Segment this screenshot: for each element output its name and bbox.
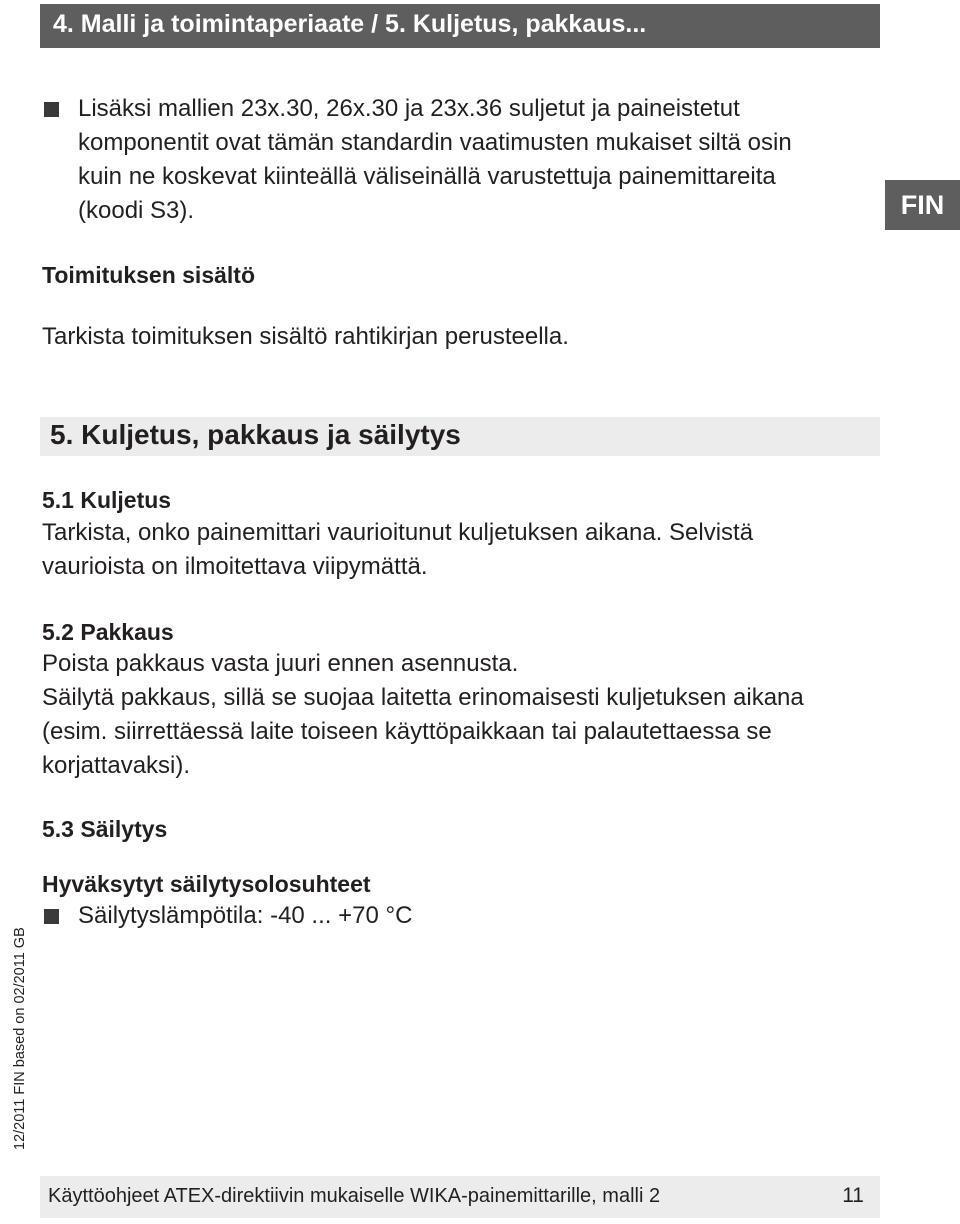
page-footer bbox=[40, 1176, 880, 1218]
packaging-line: korjattavaksi). bbox=[42, 752, 191, 779]
transport-line: Tarkista, onko painemittari vaurioitunut kuljetuksen aikana. Selvistä bbox=[42, 519, 754, 546]
delivery-text: Tarkista toimituksen sisältö rahtikirjan perusteella. bbox=[42, 323, 569, 350]
packaging-line: (esim. siirrettäessä laite toiseen käyttöpaikkaan tai palautettaessa se bbox=[42, 718, 772, 745]
page-number: 11 bbox=[842, 1184, 864, 1207]
subsection-heading-transport: 5.1 Kuljetus bbox=[42, 487, 172, 513]
transport-line: vaurioista on ilmoitettava viipymättä. bbox=[42, 553, 428, 580]
transport-text bbox=[42, 516, 753, 584]
delivery-heading: Toimituksen sisältö bbox=[42, 262, 256, 288]
intro-line: Lisäksi mallien 23x.30, 26x.30 ja 23x.36 suljetut ja paineistetut bbox=[78, 95, 740, 122]
subsection-heading-storage: 5.3 Säilytys bbox=[42, 816, 168, 842]
intro-bullet-text bbox=[78, 92, 884, 228]
section-title: 5. Kuljetus, pakkaus ja säilytys bbox=[50, 419, 461, 450]
page-header-bar bbox=[40, 4, 880, 48]
storage-bullet-item bbox=[44, 899, 412, 933]
intro-line: kuin ne koskevat kiinteällä väliseinällä varustettuja painemittareita bbox=[78, 163, 776, 190]
page-header-title: 4. Malli ja toimintaperiaate / 5. Kuljetus, pakkaus... bbox=[53, 10, 647, 38]
storage-bullet-text: Säilytyslämpötila: -40 ... +70 °C bbox=[78, 902, 413, 929]
square-bullet-icon bbox=[44, 102, 59, 117]
section-title-bar bbox=[40, 417, 880, 456]
packaging-text bbox=[42, 647, 804, 783]
subsection-heading-packaging: 5.2 Pakkaus bbox=[42, 619, 174, 645]
footer-title: Käyttöohjeet ATEX-direktiivin mukaiselle WIKA-painemittarille, malli 2 bbox=[48, 1185, 661, 1207]
language-tab: FIN bbox=[885, 180, 960, 230]
intro-bullet-item bbox=[44, 92, 884, 228]
revision-note: 12/2011 FIN based on 02/2011 GB bbox=[12, 927, 28, 1150]
intro-line: komponentit ovat tämän standardin vaatimusten mukaiset siltä osin bbox=[78, 129, 792, 156]
intro-line: (koodi S3). bbox=[78, 197, 195, 224]
square-bullet-icon bbox=[44, 909, 59, 924]
packaging-line: Poista pakkaus vasta juuri ennen asennusta. bbox=[42, 650, 519, 677]
packaging-line: Säilytä pakkaus, sillä se suojaa laitetta erinomaisesti kuljetuksen aikana bbox=[42, 684, 804, 711]
storage-conditions-heading: Hyväksytyt säilytysolosuhteet bbox=[42, 871, 371, 897]
